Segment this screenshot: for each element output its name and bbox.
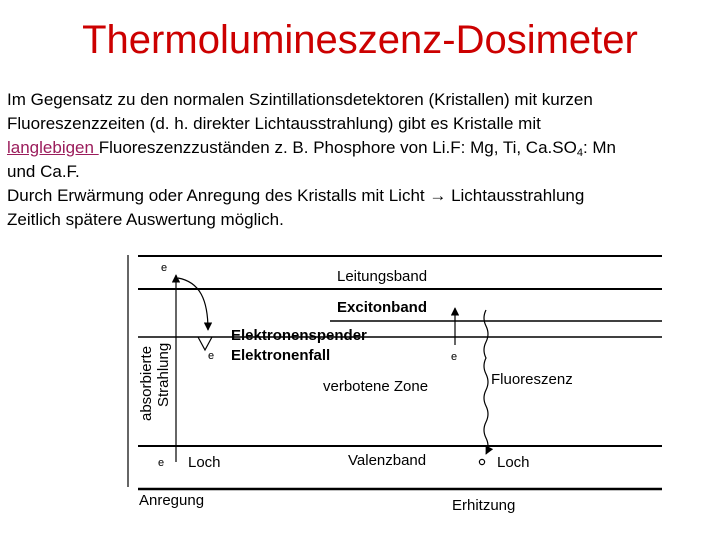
electron-symbol-right: e — [451, 351, 458, 363]
label-anregung: Anregung — [139, 492, 205, 509]
description-line-1: Im Gegensatz zu den normalen Szintillationsdetektoren (Kristallen) mit kurzen — [7, 90, 593, 109]
fluorescence-arrow — [484, 310, 488, 454]
label-fluoreszenz: Fluoreszenz — [491, 371, 573, 388]
description-line-3-end: : Mn — [582, 138, 617, 157]
description-line-2: Fluoreszenzzeiten (d. h. direkter Lichtausstrahlung) gibt es Kristalle mit — [7, 114, 541, 133]
energy-band-diagram — [0, 240, 720, 540]
electron-symbol-top: e — [161, 262, 168, 274]
label-loch-right: Loch — [497, 454, 530, 471]
label-leitungsband: Leitungsband — [337, 268, 428, 285]
electron-symbol-trap: e — [208, 350, 215, 362]
electron-trap-notch — [198, 337, 212, 350]
label-loch-left: Loch — [188, 454, 221, 471]
page-title: Thermolumineszenz-Dosimeter — [82, 18, 638, 62]
label-verbotene-zone: verbotene Zone — [323, 378, 429, 395]
label-strahlung: Strahlung — [155, 342, 172, 407]
label-valenzband: Valenzband — [348, 452, 427, 469]
description-line-3-rest: Fluoreszenzzuständen z. B. Phosphore von Li.F: Mg, Ti, Ca.SO — [98, 138, 577, 157]
description-line-5: Durch Erwärmung oder Anregung des Kristalls mit Licht → Lichtausstrahlung — [7, 186, 585, 205]
label-absorbierte: absorbierte — [138, 345, 155, 421]
electron-symbol-bottom: e — [158, 457, 165, 469]
label-elektronenspender: Elektronenspender — [231, 327, 367, 344]
label-erhitzung: Erhitzung — [452, 497, 516, 514]
label-excitonband: Excitonband — [337, 299, 428, 316]
description-line-4: und Ca.F. — [7, 162, 80, 181]
description-line-3 — [7, 136, 719, 160]
hole-symbol-right — [479, 459, 484, 464]
trap-capture-arrow — [178, 278, 208, 330]
highlight-langlebigen: langlebigen — [7, 138, 99, 157]
label-elektronenfall: Elektronenfall — [231, 347, 331, 364]
subscript-4: 4 — [576, 147, 583, 159]
description-line-6: Zeitlich spätere Auswertung möglich. — [7, 210, 284, 229]
description-text — [7, 88, 719, 232]
